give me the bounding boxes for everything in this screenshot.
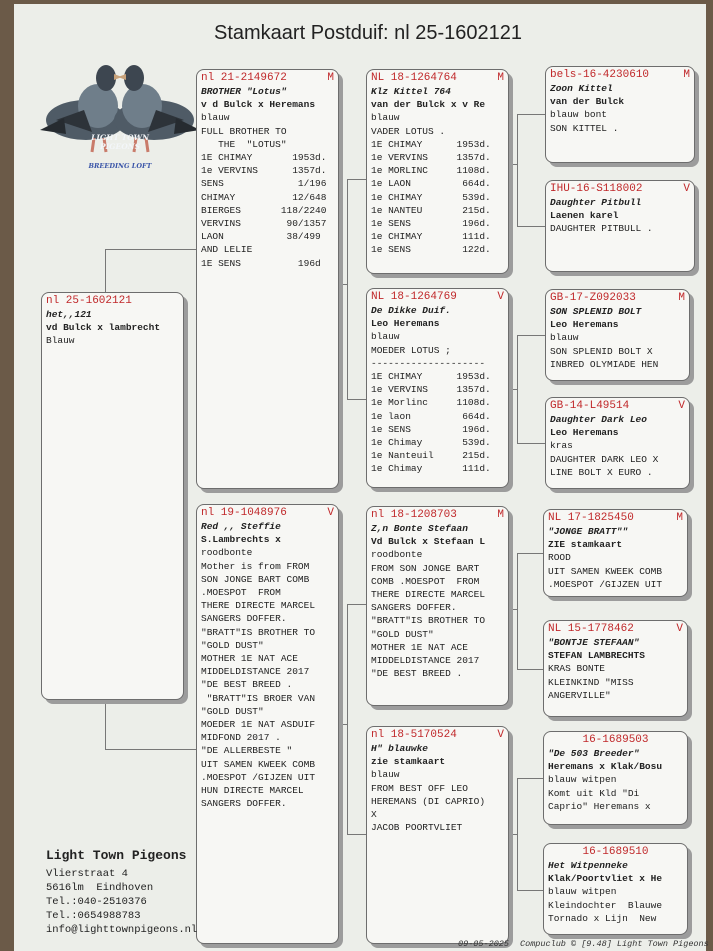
info-line: blauw bont (550, 109, 608, 121)
info-line: VADER LOTUS . (371, 125, 446, 137)
info-line: 1E CHIMAY 1953d. (371, 371, 491, 383)
info-line: 1e LAON 664d. (371, 178, 491, 190)
ring-number: nl 18-1208703 (371, 509, 457, 521)
info-line: 1e Morlinc 1108d. (371, 397, 491, 409)
info-line: Mother is from FROM (201, 560, 310, 572)
card-dam[interactable] (196, 504, 339, 944)
info-line: JACOB POORTVLIET (371, 822, 463, 834)
info-line: "DE BEST BREED . (201, 679, 293, 691)
connector-line (517, 553, 543, 554)
info-line: AND LELIE (201, 244, 253, 256)
info-line: MOEDER 1E NAT ASDUIF (201, 719, 316, 731)
ring-number-row (550, 69, 690, 82)
info-line: 1e SENS 122d. (371, 244, 491, 256)
connector-line (347, 399, 366, 400)
card-dam-dam[interactable] (366, 726, 509, 944)
info-line: .MOESPOT /GIJZEN UIT (548, 578, 663, 590)
info-line: Tornado x Lijn New (548, 912, 657, 924)
breeder-line: STEFAN LAMBRECHTS (548, 650, 645, 662)
info-line: blauw (371, 112, 400, 124)
pigeon-name: Z,n Bonte Stefaan (371, 523, 468, 534)
info-line: SANGERS DOFFER. (201, 613, 287, 625)
info-line: "DE BEST BREED . (371, 668, 463, 680)
breeder-email: info@lighttownpigeons.nl (46, 924, 198, 936)
card-sire-sire[interactable] (366, 69, 509, 274)
info-line: 1e MORLINC 1108d. (371, 165, 491, 177)
pigeon-name: SON SPLENID BOLT (550, 306, 642, 317)
pigeon-name: Klz Kittel 764 (371, 86, 451, 97)
sex-marker: V (678, 400, 685, 412)
card-sd-dam[interactable] (545, 397, 690, 489)
connector-line (517, 890, 543, 891)
info-line: SON JONGE BART COMB (201, 573, 310, 585)
connector-line (517, 114, 518, 226)
ring-number-row (371, 291, 504, 304)
card-subject[interactable] (41, 292, 184, 700)
connector-line (347, 604, 348, 834)
card-sire[interactable] (196, 69, 339, 489)
connector-line (509, 834, 517, 835)
ring-number: NL 15-1778462 (548, 623, 634, 635)
connector-line (105, 749, 196, 750)
info-line: MIDDELDISTANCE 2017 (201, 666, 310, 678)
card-ds-dam[interactable] (543, 620, 688, 717)
info-line: kras (550, 440, 573, 452)
breeder-city: 5616lm Eindhoven (46, 882, 154, 894)
info-line: 1e SENS 196d. (371, 423, 491, 435)
ring-number-row (548, 846, 683, 859)
info-line: UIT SAMEN KWEEK COMB (548, 565, 663, 577)
breeder-line: v d Bulck x Heremans (201, 99, 316, 111)
connector-line (517, 443, 545, 444)
info-line: 1E CHIMAY 1953d. (201, 152, 327, 164)
ring-number: 16-1689510 (582, 846, 649, 858)
info-line: 1e NANTEU 215d. (371, 204, 491, 216)
card-ss-dam[interactable] (545, 180, 695, 272)
ring-number-row (371, 509, 504, 522)
info-line: MIDFOND 2017 . (201, 732, 281, 744)
connector-line (517, 778, 518, 890)
info-line: LINE BOLT X EURO . (550, 466, 653, 478)
card-sire-dam[interactable] (366, 288, 509, 488)
info-line: CHIMAY 12/648 (201, 191, 327, 203)
info-line: 1e CHIMAY 539d. (371, 191, 491, 203)
connector-line (347, 179, 348, 399)
ring-number: NL 18-1264764 (371, 72, 457, 84)
sex-marker: M (497, 72, 504, 84)
ring-number-row (201, 72, 334, 85)
connector-line (105, 249, 106, 294)
info-line: FROM BEST OFF LEO (371, 782, 468, 794)
pigeon-name: "De 503 Breeder" (548, 748, 640, 759)
ring-number: IHU-16-S118002 (550, 183, 643, 195)
logo-text-line1: LIGHT TOWN (91, 133, 149, 142)
info-line: Blauw (46, 335, 75, 347)
sex-marker: V (497, 729, 504, 741)
info-line: 1e SENS 196d. (371, 218, 491, 230)
breeder-contact (46, 847, 197, 937)
connector-line (517, 335, 518, 443)
info-line: KRAS BONTE (548, 663, 606, 675)
info-line: blauw (201, 112, 230, 124)
info-line: SENS 1/196 (201, 178, 327, 190)
print-date: 09-05-2025 (458, 939, 510, 949)
ring-number: GB-14-L49514 (550, 400, 630, 412)
info-line: BIERGES 118/2240 (201, 204, 327, 216)
pigeon-name: Daughter Pitbull (550, 197, 642, 208)
pigeon-name: "BONTJE STEFAAN" (548, 637, 640, 648)
info-line: LAON 38/499 (201, 231, 321, 243)
ring-number-row (371, 729, 504, 742)
card-sd-sire[interactable] (545, 289, 690, 381)
info-line: HUN DIRECTE MARCEL (201, 785, 304, 797)
info-line: X (371, 809, 377, 821)
info-line: blauw (371, 331, 400, 343)
sex-marker: V (676, 623, 683, 635)
breeder-line: Laenen karel (550, 210, 619, 222)
info-line: 1e laon 664d. (371, 410, 491, 422)
page-title: Stamkaart Postduif: nl 25-1602121 (214, 22, 522, 44)
connector-line (517, 114, 545, 115)
info-line: COMB .MOESPOT FROM (371, 575, 480, 587)
card-ss-sire[interactable] (545, 66, 695, 163)
logo-text-line2: PIGEONS (99, 142, 141, 151)
breeder-line: Heremans x Klak/Bosu (548, 761, 663, 773)
breeder-phone-1: Tel.:040-2510376 (46, 896, 147, 908)
ring-number: bels-16-4230610 (550, 69, 650, 81)
ring-number: NL 18-1264769 (371, 291, 457, 303)
pigeon-name: Red ,, Steffie (201, 521, 281, 532)
info-line: SON KITTEL . (550, 122, 619, 134)
connector-line (347, 179, 366, 180)
breeder-line: van der Bulck (550, 96, 625, 108)
info-line: MIDDELDISTANCE 2017 (371, 655, 480, 667)
ring-number-row (550, 400, 685, 413)
breeder-name: Light Town Pigeons (46, 848, 187, 863)
logo-text-line3: BREEDING LOFT (88, 162, 152, 170)
ring-number-row (371, 72, 504, 85)
info-line: "GOLD DUST" (201, 639, 264, 651)
info-line: 1e VERVINS 1357d. (371, 152, 491, 164)
info-line: 1e Chimay 539d. (371, 437, 491, 449)
info-line: .MOESPOT FROM (201, 587, 281, 599)
info-line: blauw (550, 332, 579, 344)
info-line: roodbonte (201, 547, 253, 559)
card-dam-sire[interactable] (366, 506, 509, 706)
info-line: "DE ALLERBESTE " (201, 745, 293, 757)
ring-number: nl 19-1048976 (201, 507, 287, 519)
pedigree-sheet (14, 4, 709, 951)
info-line: blauw witpen (548, 774, 617, 786)
ring-number: 16-1689503 (582, 734, 649, 746)
info-line: SANGERS DOFFER. (371, 602, 457, 614)
connector-line (509, 389, 517, 390)
connector-line (339, 284, 347, 285)
connector-line (509, 164, 517, 165)
ring-number-row (548, 512, 683, 525)
pigeon-name: BROTHER "Lotus" (201, 86, 287, 97)
info-line: Komt uit Kld "Di (548, 787, 640, 799)
info-line: .MOESPOT /GIJZEN UIT (201, 771, 316, 783)
ring-number-row (548, 734, 683, 747)
ring-number: nl 18-5170524 (371, 729, 457, 741)
info-line: KLEINKIND "MISS (548, 676, 634, 688)
connector-line (105, 700, 106, 750)
info-line: 1e Nanteuil 215d. (371, 450, 491, 462)
pigeon-name: H" blauwke (371, 743, 429, 754)
info-line: SON SPLENID BOLT X (550, 345, 653, 357)
info-line: Caprio" Heremans x (548, 800, 651, 812)
sex-marker: V (497, 291, 504, 303)
pigeon-name: Het Witpenneke (548, 860, 628, 871)
pigeon-name: "JONGE BRATT"" (548, 526, 628, 537)
info-line: 1e CHIMAY 111d. (371, 231, 491, 243)
info-line: "BRATT"IS BROER VAN (201, 692, 316, 704)
card-dd-dam[interactable] (543, 843, 688, 935)
connector-line (517, 335, 545, 336)
info-line: blauw witpen (548, 886, 617, 898)
info-line: THERE DIRECTE MARCEL (371, 589, 486, 601)
connector-line (517, 553, 518, 669)
software-credit: Compuclub © [9.48] Light Town Pigeons (520, 939, 709, 949)
info-line: "BRATT"IS BROTHER TO (201, 626, 316, 638)
breeder-line: Leo Heremans (550, 427, 619, 439)
ring-number: nl 21-2149672 (201, 72, 287, 84)
breeder-line: Leo Heremans (371, 318, 440, 330)
ring-number-row (201, 507, 334, 520)
sex-marker: M (676, 512, 683, 524)
breeder-line: ZIE stamkaart (548, 539, 623, 551)
info-line: HEREMANS (DI CAPRIO) (371, 795, 486, 807)
breeder-phone-2: Tel.:0654988783 (46, 910, 141, 922)
breeder-line: Leo Heremans (550, 319, 619, 331)
info-line: blauw (371, 769, 400, 781)
connector-line (517, 778, 543, 779)
info-line: 1E CHIMAY 1953d. (371, 138, 491, 150)
pigeon-name: Zoon Kittel (550, 83, 613, 94)
connector-line (339, 724, 347, 725)
breeder-line: Vd Bulck x Stefaan L (371, 536, 486, 548)
connector-line (347, 834, 366, 835)
info-line: 1e VERVINS 1357d. (371, 384, 491, 396)
info-line: THERE DIRECTE MARCEL (201, 600, 316, 612)
info-line: ANGERVILLE" (548, 689, 611, 701)
info-line: 1E SENS 196d (201, 257, 321, 269)
ring-number: GB-17-Z092033 (550, 292, 636, 304)
info-line: "GOLD DUST" (201, 705, 264, 717)
info-line: roodbonte (371, 549, 423, 561)
info-line: ROOD (548, 552, 571, 564)
connector-line (105, 249, 196, 250)
info-line: -------------------- (371, 357, 486, 369)
info-line: 1e VERVINS 1357d. (201, 165, 327, 177)
pigeon-name: De Dikke Duif. (371, 305, 451, 316)
info-line: INBRED OLYMIADE HEN (550, 358, 659, 370)
card-ds-sire[interactable] (543, 509, 688, 597)
info-line: MOTHER 1E NAT ACE (201, 653, 298, 665)
ring-number-row (550, 292, 685, 305)
ring-number-row (550, 183, 690, 196)
pigeon-name: Daughter Dark Leo (550, 414, 647, 425)
sex-marker: M (683, 69, 690, 81)
breeder-line: Klak/Poortvliet x He (548, 873, 663, 885)
info-line: "BRATT"IS BROTHER TO (371, 615, 486, 627)
breeder-line: van der Bulck x v Re (371, 99, 486, 111)
logo (34, 48, 206, 173)
connector-line (517, 669, 543, 670)
info-line: Kleindochter Blauwe (548, 899, 663, 911)
ring-number: nl 25-1602121 (46, 295, 132, 307)
sex-marker: M (497, 509, 504, 521)
card-dd-sire[interactable] (543, 731, 688, 825)
connector-line (347, 604, 366, 605)
info-line: "GOLD DUST" (371, 628, 434, 640)
ring-number-row (46, 295, 179, 308)
info-line: VERVINS 90/1357 (201, 218, 327, 230)
info-line: MOEDER LOTUS ; (371, 344, 451, 356)
breeder-address: Vlierstraat 4 (46, 868, 128, 880)
ring-number: NL 17-1825450 (548, 512, 634, 524)
info-line: DAUGHTER DARK LEO X (550, 453, 659, 465)
info-line: FROM SON JONGE BART (371, 562, 480, 574)
info-line: MOTHER 1E NAT ACE (371, 641, 468, 653)
breeder-line: zie stamkaart (371, 756, 446, 768)
sex-marker: M (327, 72, 334, 84)
connector-line (509, 609, 517, 610)
info-line: 1e Chimay 111d. (371, 463, 491, 475)
ring-number-row (548, 623, 683, 636)
breeder-line: S.Lambrechts x (201, 534, 281, 546)
sex-marker: V (683, 183, 690, 195)
sex-marker: V (327, 507, 334, 519)
info-line: SANGERS DOFFER. (201, 798, 287, 810)
info-line: UIT SAMEN KWEEK COMB (201, 758, 316, 770)
connector-line (517, 226, 545, 227)
breeder-line: vd Bulck x lambrecht (46, 322, 161, 334)
sex-marker: M (678, 292, 685, 304)
info-line: DAUGHTER PITBULL . (550, 223, 653, 235)
info-line: FULL BROTHER TO (201, 125, 287, 137)
info-line: THE "LOTUS" (201, 138, 287, 150)
pigeon-name: het,,121 (46, 309, 92, 320)
